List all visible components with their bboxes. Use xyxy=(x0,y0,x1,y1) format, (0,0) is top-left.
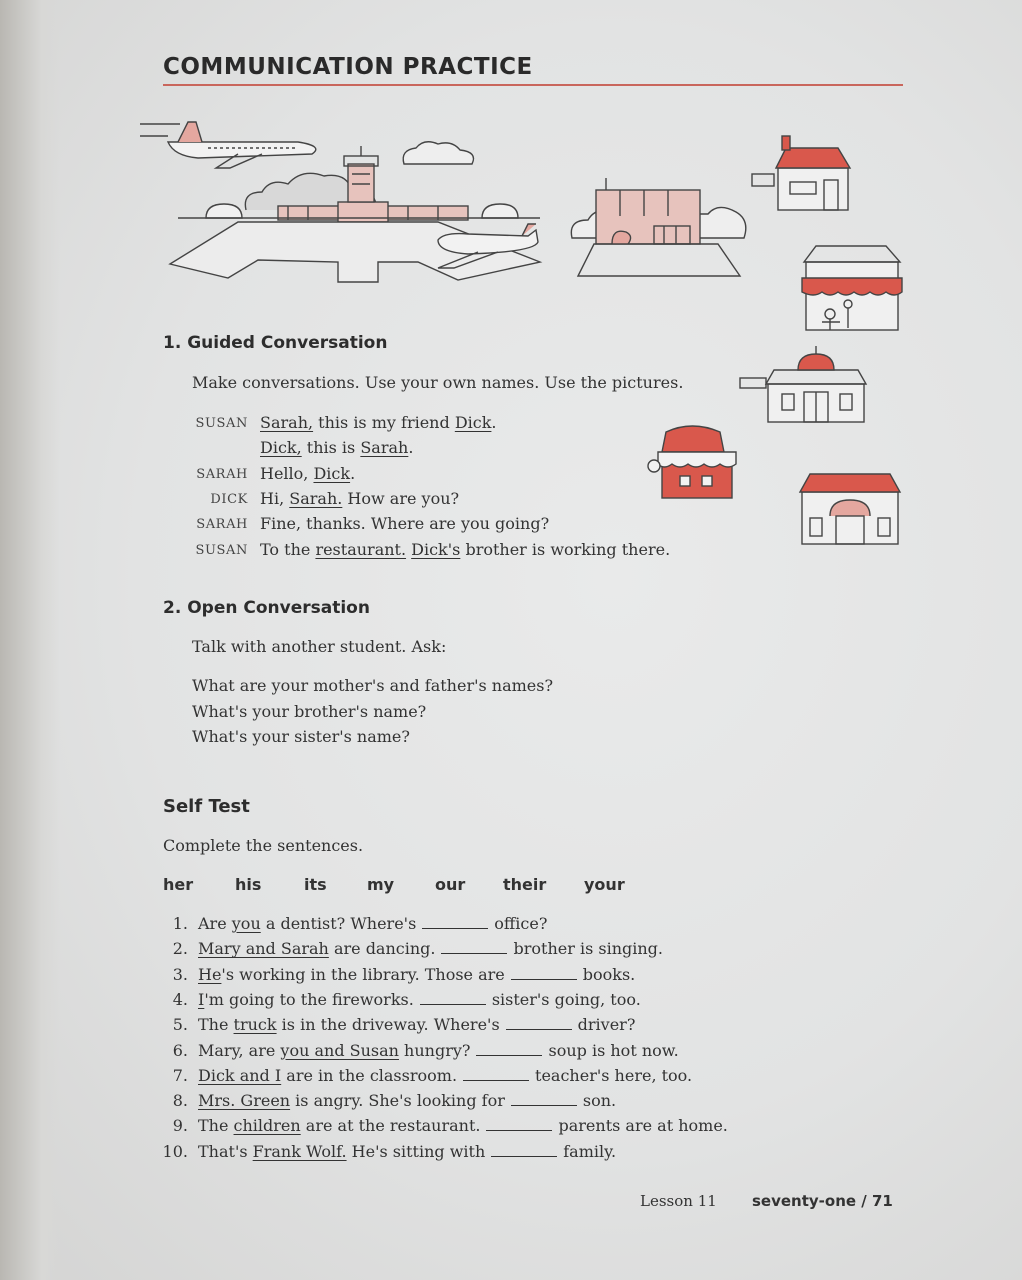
lesson-label: Lesson 11 xyxy=(640,1192,717,1210)
text-segment: Hello, xyxy=(260,464,314,483)
underlined-text: you and Susan xyxy=(280,1040,399,1060)
self-test-item xyxy=(198,1091,616,1110)
underlined-text: Sarah. xyxy=(289,489,343,508)
speaker-label: SARAH xyxy=(196,517,248,532)
text-segment: brother is working there. xyxy=(460,540,671,559)
bank-illustration xyxy=(738,344,868,424)
answer-blank[interactable] xyxy=(506,1017,572,1030)
dialogue-line xyxy=(260,464,355,483)
underlined-text: He xyxy=(198,964,222,984)
dialogue-line xyxy=(260,489,459,508)
speaker-label: DICK xyxy=(210,492,248,507)
self-test-item xyxy=(198,914,547,933)
word-bank-item: their xyxy=(503,875,547,894)
word-bank-item: her xyxy=(163,875,194,894)
text-segment: How are you? xyxy=(342,489,460,508)
page-title: COMMUNICATION PRACTICE xyxy=(163,54,533,80)
text-segment: are in the classroom. xyxy=(281,1065,458,1085)
small-building-illustration xyxy=(796,470,902,548)
open-conversation-heading: 2. Open Conversation xyxy=(163,598,370,618)
text-segment: The xyxy=(198,1015,234,1035)
answer-blank[interactable] xyxy=(486,1118,552,1131)
answer-blank[interactable] xyxy=(476,1043,542,1056)
text-segment: 's working in the library. Those are xyxy=(221,964,505,984)
self-test-item xyxy=(198,1066,692,1085)
speaker-label: SARAH xyxy=(196,467,248,482)
airport-illustration xyxy=(138,112,550,288)
underlined-text: Mary and Sarah xyxy=(198,939,329,959)
underlined-text: children xyxy=(233,1116,301,1136)
item-number: 9. xyxy=(172,1116,188,1136)
text-segment: The xyxy=(198,1116,234,1136)
answer-blank[interactable] xyxy=(511,1093,577,1106)
text-segment: . xyxy=(491,413,497,432)
text-segment: parents are at home. xyxy=(558,1116,728,1136)
dialogue-line xyxy=(260,438,413,457)
text-segment: this is my friend xyxy=(313,413,455,432)
shop-illustration xyxy=(644,422,740,502)
question-2: What's your brother's name? xyxy=(192,702,427,721)
answer-blank[interactable] xyxy=(491,1144,557,1157)
restaurant-illustration xyxy=(798,242,904,336)
text-segment: hungry? xyxy=(398,1040,471,1060)
item-number: 5. xyxy=(172,1015,188,1035)
self-test-item xyxy=(198,1142,616,1161)
self-test-item xyxy=(198,965,635,984)
text-segment: books. xyxy=(582,964,636,984)
underlined-text: truck xyxy=(233,1015,277,1035)
text-segment: Fine, thanks. Where are you going? xyxy=(260,514,550,533)
self-test-heading: Self Test xyxy=(163,796,250,817)
item-number: 3. xyxy=(172,964,188,984)
text-segment: . xyxy=(350,464,356,483)
open-instructions: Talk with another student. Ask: xyxy=(192,637,447,656)
underlined-text: Mrs. Green xyxy=(198,1091,291,1111)
question-1: What are your mother's and father's names? xyxy=(192,676,554,695)
self-test-item xyxy=(198,990,641,1009)
item-number: 7. xyxy=(172,1065,188,1085)
item-number: 6. xyxy=(172,1040,188,1060)
underlined-text: Dick, xyxy=(260,438,302,457)
text-segment: driver? xyxy=(577,1015,636,1035)
text-segment: Hi, xyxy=(260,489,290,508)
text-segment: sister's going, too. xyxy=(491,989,641,1009)
underlined-text: Sarah xyxy=(360,438,409,457)
text-segment: Mary, are xyxy=(198,1040,281,1060)
dialogue-line xyxy=(260,413,497,432)
answer-blank[interactable] xyxy=(463,1068,529,1081)
word-bank-item: your xyxy=(584,875,625,894)
text-segment: To the xyxy=(260,540,316,559)
answer-blank[interactable] xyxy=(422,916,488,929)
underlined-text: Sarah, xyxy=(260,413,314,432)
self-test-item xyxy=(198,1041,679,1060)
text-segment: . xyxy=(408,438,414,457)
text-segment: That's xyxy=(198,1141,253,1161)
text-segment: a dentist? Where's xyxy=(260,914,417,933)
text-segment: 'm going to the fireworks. xyxy=(204,989,414,1009)
text-segment: son. xyxy=(582,1091,617,1111)
item-number: 1. xyxy=(172,914,188,933)
speaker-label: SUSAN xyxy=(195,543,248,558)
page-spine-shadow xyxy=(0,0,60,1280)
underlined-text: Dick xyxy=(454,413,492,432)
text-segment: family. xyxy=(563,1141,617,1161)
park-building-illustration xyxy=(568,176,748,280)
dialogue-line xyxy=(260,540,670,559)
question-3: What's your sister's name? xyxy=(192,727,410,746)
word-bank-item: his xyxy=(235,875,262,894)
item-number: 8. xyxy=(172,1091,188,1111)
title-rule xyxy=(163,84,903,86)
self-test-item xyxy=(198,1015,635,1034)
text-segment: is angry. She's looking for xyxy=(290,1091,505,1111)
underlined-text: Dick and I xyxy=(198,1065,282,1085)
page-number: seventy-one / 71 xyxy=(752,1192,893,1210)
item-number: 10. xyxy=(162,1141,188,1161)
self-test-instructions: Complete the sentences. xyxy=(163,836,364,855)
text-segment: Are xyxy=(198,914,232,933)
answer-blank[interactable] xyxy=(511,967,577,980)
word-bank-item: my xyxy=(367,875,395,894)
text-segment: He's sitting with xyxy=(346,1141,486,1161)
underlined-text: you xyxy=(231,914,261,933)
dialogue-line xyxy=(260,514,549,533)
underlined-text: restaurant. xyxy=(315,540,407,559)
guided-conversation-heading: 1. Guided Conversation xyxy=(163,333,388,353)
text-segment: this is xyxy=(301,438,361,457)
house-illustration xyxy=(750,134,854,214)
self-test-item xyxy=(198,1116,728,1135)
underlined-text: Frank Wolf. xyxy=(252,1141,347,1161)
text-segment: are dancing. xyxy=(328,939,436,959)
word-bank-item: its xyxy=(304,875,327,894)
answer-blank[interactable] xyxy=(441,941,507,954)
item-number: 2. xyxy=(172,939,188,959)
text-segment: is in the driveway. Where's xyxy=(276,1015,500,1035)
answer-blank[interactable] xyxy=(420,992,486,1005)
underlined-text: Dick's xyxy=(411,540,461,559)
text-segment: soup is hot now. xyxy=(548,1040,679,1060)
text-segment: are at the restaurant. xyxy=(300,1116,481,1136)
underlined-text: I xyxy=(198,989,205,1009)
text-segment: teacher's here, too. xyxy=(535,1065,693,1085)
self-test-item xyxy=(198,939,663,958)
text-segment: office? xyxy=(494,914,548,933)
text-segment: brother is singing. xyxy=(513,939,663,959)
underlined-text: Dick xyxy=(313,464,351,483)
word-bank-item: our xyxy=(435,875,466,894)
guided-instructions: Make conversations. Use your own names. Use the pictures. xyxy=(192,373,684,392)
speaker-label: SUSAN xyxy=(195,416,248,431)
item-number: 4. xyxy=(172,989,188,1009)
